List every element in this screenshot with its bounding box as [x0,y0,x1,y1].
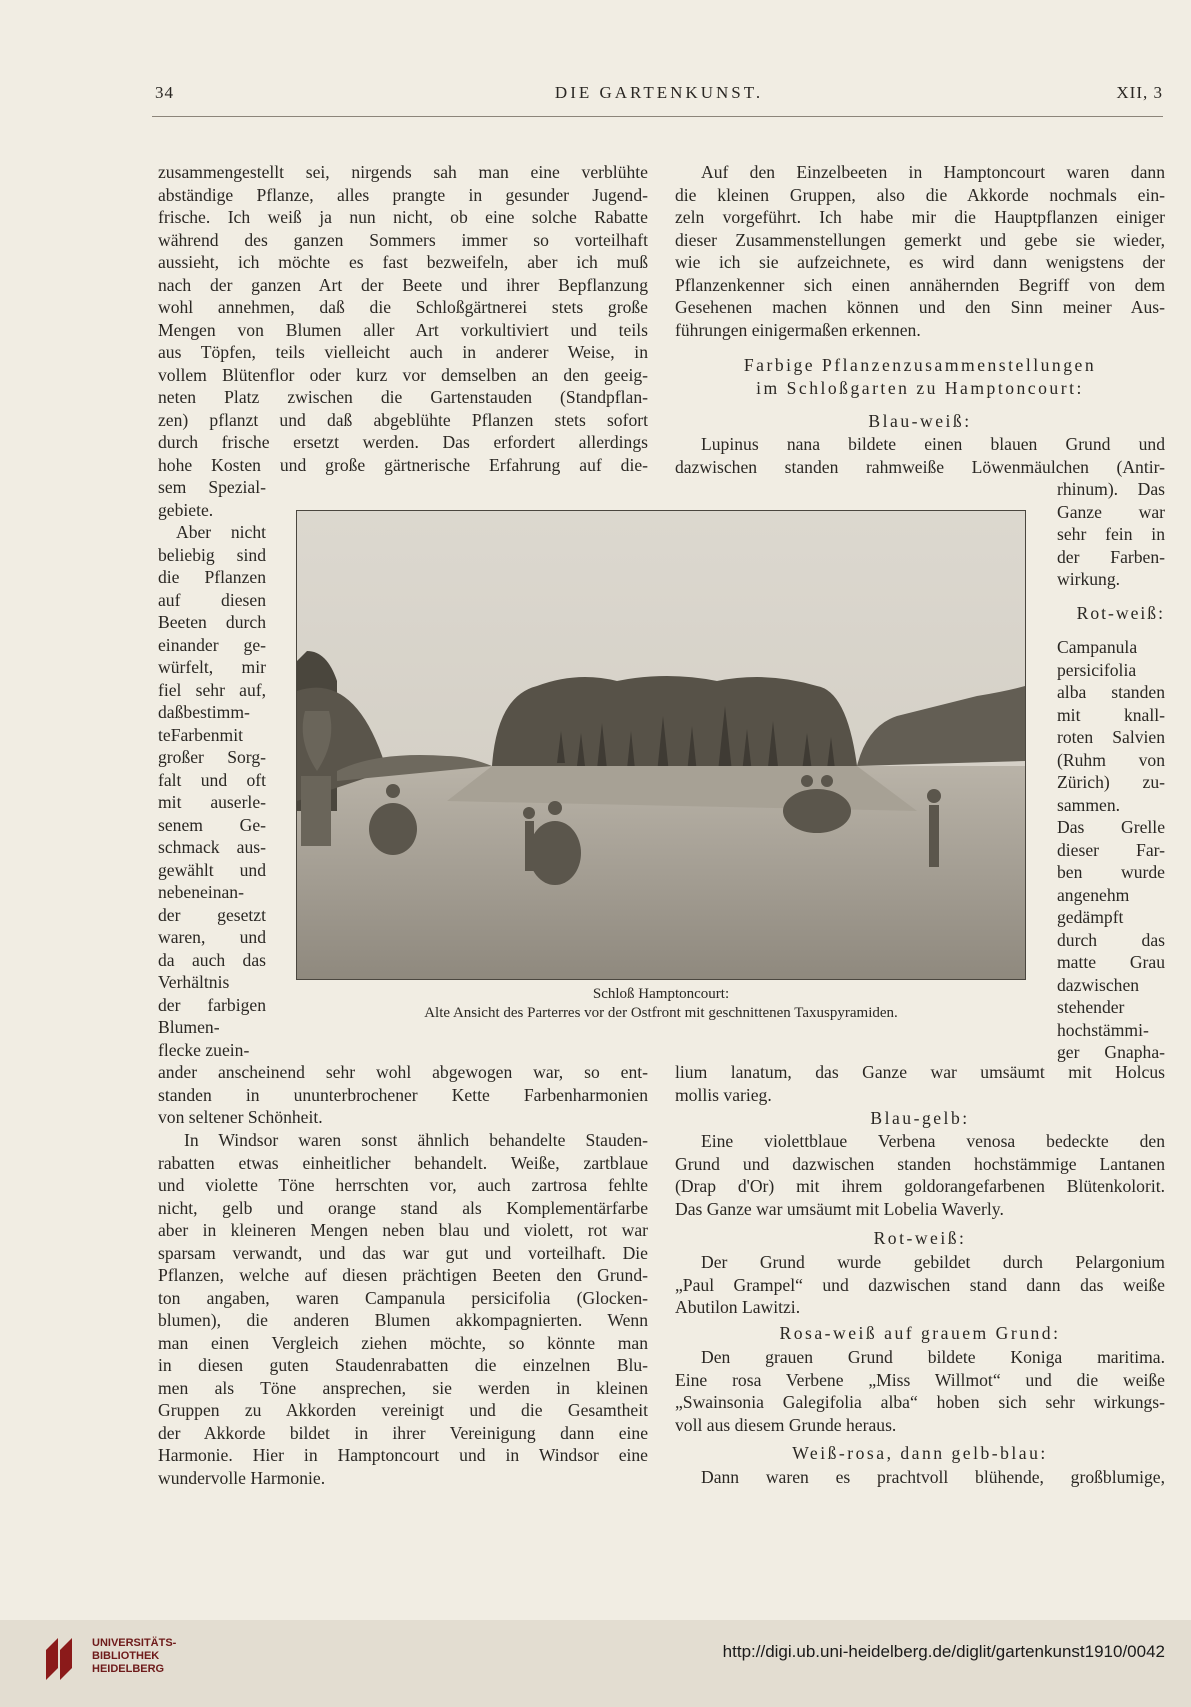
text-line: wundervolle Harmonie. [158,1467,326,1488]
digitization-footer [0,1620,1191,1707]
text-line: großer Sorg- [158,747,266,767]
text-line: dieser Zusammenstellungen gemerkt und gebe sie wieder, [675,229,1165,250]
text-line: teFarbenmit [158,724,244,745]
text-line: durch frische ersetzt werden. Das erfordert allerdings [158,432,648,452]
header-rule [152,116,1163,117]
text-line: nebeneinan- [158,882,244,902]
text-line: der Farben- [1057,546,1165,567]
caption-text: Alte Ansicht des Parterres vor der Ostfront mit geschnittenen Taxuspyramiden. [424,1005,898,1021]
text-line: neten Platz zwischen die Gartenstauden (Standpflan- [158,387,648,407]
text-line: alba standen [1057,682,1165,702]
rot-weiss-2-text [675,1251,1165,1319]
text-line: Harmonie. Hier in Hamptoncourt und in Windsor eine [158,1445,648,1465]
text-line: wie ich sie aufzeichnete, es wird dann wenigstens der [675,252,1165,272]
text-line: flecke zuein- [158,1039,250,1060]
rosa-weiss-text [675,1346,1165,1436]
heading-line-1: Farbige Pflanzenzusammenstellungen [743,355,1097,375]
subheading-rot-weiss-2: Rot-weiß: [873,1228,967,1248]
text-line: angenehm [1057,884,1130,905]
blau-weiss-narrow [1057,478,1165,591]
text-line: der Akkorde bildet in ihrer Vereinigung dann eine [158,1422,648,1443]
text-line: wirkung. [1057,569,1121,589]
text-line: schmack aus- [158,837,266,857]
text-line: zen) pflanzt und daß abgeblühte Pflanzen stets sofort [158,409,648,430]
text-line: in diesen guten Staudenrabatten die einzelnen Blu- [158,1355,648,1375]
text-line: Auf den Einzelbeeten in Hamptoncourt waren dann [701,162,1165,182]
text-line: Gesehenen machen können und den Sinn meiner Aus- [675,297,1165,317]
blau-weiss-text [675,433,1165,478]
text-line: blumen), die anderen Blumen akkompagnierten. Wenn [158,1310,648,1330]
text-line: sammen. [1057,794,1121,815]
text-line: zusammengestellt sei, nirgends sah man eine verblühte [158,162,648,182]
text-line: nach der ganzen Art der Beete und ihrer Bepflanzung [158,274,648,295]
text-line: auf diesen [158,589,266,610]
section-heading [675,354,1165,399]
text-line: die Pflanzen [158,567,266,587]
text-line: voll aus diesem Grunde heraus. [675,1414,897,1435]
text-line: ander anscheinend sehr wohl abgewogen war, so ent- [158,1062,648,1082]
text-line: Gruppen zu Akkorden vereinigt und die Gesamtheit [158,1400,648,1420]
text-line: stehender [1057,997,1125,1017]
figure-caption [296,985,1026,1023]
text-line: Pflanzenkenner sich einen annähernden Begriff von dem [675,274,1165,295]
rot-weiss-narrow [1057,636,1165,1064]
text-line: „Paul Grampel“ und dazwischen stand dann das weiße [675,1274,1165,1295]
text-line: gedämpft [1057,907,1124,927]
left-column-paragraph-windsor [158,1129,648,1489]
text-line: ger Gnapha- [1057,1042,1165,1062]
text-line: wohl annehmen, daß die Schloßgärtnerei stets große [158,297,648,317]
source-url-link[interactable]: http://digi.ub.uni-heidelberg.de/diglit/gartenkunst1910/0042 [722,1642,1165,1661]
text-line: hohe Kosten und große gärtnerische Erfahrung auf die- [158,454,648,475]
text-line: Pflanzen, welche auf diesen prächtigen Beeten den Grund- [158,1265,648,1285]
text-line: Grund und dazwischen standen hochstämmige Lantanen [675,1153,1165,1174]
text-line: In Windsor waren sonst ähnlich behandelte Stauden- [184,1130,648,1150]
text-line: roten Salvien [1057,727,1165,747]
text-line: und violette Töne herrschten vor, auch zartrosa fehlte [158,1175,648,1195]
text-line: aber in kleineren Mengen neben blau und violett, rot war [158,1220,648,1240]
text-line: Das Ganze war umsäumt mit Lobelia Waverly. [675,1198,1004,1219]
text-line: die kleinen Gruppen, also die Akkorde nochmals ein- [675,184,1165,205]
text-line: dazwischen [1057,974,1140,995]
text-line: persicifolia [1057,659,1137,680]
text-line: falt und oft [158,769,266,790]
page-number: 34 [155,83,174,102]
text-line: einander ge- [158,634,266,655]
text-line: Verhältnis [158,972,230,992]
library-line-2: BIBLIOTHEK [92,1650,160,1662]
text-line: Abutilon Lawitzi. [675,1297,801,1317]
subheading-blau-gelb: Blau-gelb: [870,1108,970,1128]
text-line: beliebig sind [158,544,266,565]
text-line: sparsam verwandt, und das war gut und vorteilhaft. Die [158,1242,648,1263]
text-line: Dann waren es prachtvoll blühende, großblumige, [701,1467,1165,1487]
library-line-3: HEIDELBERG [92,1663,165,1675]
text-line: sem Spezial- [158,477,266,497]
text-line: „Swainsonia Galegifolia alba“ hoben sich sehr wirkungs- [675,1392,1165,1412]
text-line: sehr fein in [1057,524,1165,544]
text-line: Mengen von Blumen aller Art vorkultiviert und teils [158,319,648,340]
text-line: während des ganzen Sommers immer so vorteilhaft [158,229,648,250]
text-line: waren, und [158,927,266,947]
text-line: Ganze war [1057,501,1165,522]
text-line: ben wurde [1057,862,1165,882]
text-line: mollis varieg. [675,1084,772,1105]
subheading-rosa-weiss: Rosa-weiß auf grauem Grund: [779,1323,1061,1343]
text-line: mit auserle- [158,792,266,812]
text-line: durch das [1057,929,1165,950]
text-line: aus Töpfen, teils vielleicht auch in anderer Weise, in [158,342,648,362]
blau-gelb-text [675,1130,1165,1220]
text-line: führungen einigermaßen erkennen. [675,319,921,340]
text-line: dieser Far- [1057,839,1165,860]
left-column-bottom [158,1061,648,1129]
text-line: hochstämmi- [1057,1019,1149,1040]
text-line: da auch das [158,949,266,970]
text-line: mit knall- [1057,704,1165,725]
caption-title: Schloß Hamptoncourt: [592,986,730,1002]
text-line: dazwischen standen rahmweiße Löwenmäulchen (Antir- [675,456,1165,477]
text-line: Das Grelle [1057,817,1165,837]
library-name [92,1637,176,1676]
text-line: von seltener Schönheit. [158,1107,323,1127]
text-line: Eine violettblaue Verbena venosa bedeckte den [701,1131,1165,1151]
text-line: men als Töne ansprechen, sie werden in kleinen [158,1377,648,1398]
text-line: gebiete. [158,499,214,520]
text-line: Eine rosa Verbene „Miss Willmot“ und die weiße [675,1369,1165,1390]
subheading-weiss-rosa: Weiß-rosa, dann gelb-blau: [792,1443,1048,1463]
journal-title: DIE GARTENKUNST. [554,83,764,102]
text-line: zeln vorgeführt. Ich habe mir die Hauptpflanzen einiger [675,207,1165,227]
text-line: abständige Pflanze, alles prangte in gesunder Jugend- [158,184,648,205]
text-line: Lupinus nana bildete einen blauen Grund und [701,434,1165,454]
text-line: Campanula [1057,637,1138,657]
weiss-rosa-text [675,1466,1165,1489]
left-column-top [158,161,648,476]
text-line: rabatten etwas einheitlicher behandelt. Weiße, zartblaue [158,1152,648,1173]
left-column-narrow [158,476,266,1061]
text-line: gewählt und [158,859,266,880]
text-line: würfelt, mir [158,657,266,677]
text-line: nicht, gelb und orange stand als Komplementärfarbe [158,1197,648,1218]
text-line: Beeten durch [158,612,266,632]
text-line: man einen Vergleich ziehen möchte, so könnte man [158,1332,648,1353]
text-line: daßbestimm- [158,702,250,722]
garden-engraving-illustration [297,511,1025,979]
text-line: Zürich) zu- [1057,772,1165,792]
heading-line-2: im Schloßgarten zu Hamptoncourt: [756,377,1084,398]
text-line: der farbigen [158,994,266,1015]
text-line: frische. Ich weiß ja nun nicht, ob eine solche Rabatte [158,207,648,227]
running-header [155,80,1163,108]
text-line: lium lanatum, das Ganze war umsäumt mit Holcus [675,1062,1165,1082]
text-line: ton angaben, waren Campanula persicifolia (Glocken- [158,1287,648,1308]
right-column-intro [675,161,1165,341]
text-line: vollem Blütenflor oder kurz vor demselben an den geeig- [158,364,648,385]
subheading-rot-weiss: Rot-weiß: [1076,603,1165,623]
text-line: aussieht, ich möchte es fast bezweifeln, aber ich muß [158,252,648,272]
rot-weiss-end [675,1061,1165,1106]
text-line: Den grauen Grund bildete Koniga maritima. [701,1347,1165,1367]
library-logo-icon [36,1634,82,1684]
text-line: der gesetzt [158,904,266,925]
engraving-hampton-court [296,510,1026,980]
text-line: senem Ge- [158,814,266,835]
text-line: matte Grau [1057,952,1165,972]
volume-number: XII, 3 [1116,83,1163,102]
text-line: Blumen- [158,1017,220,1037]
text-line: (Ruhm von [1057,749,1165,770]
text-line: fiel sehr auf, [158,679,266,700]
text-line: (Drap d'Or) mit ihrem goldorangefarbenen Blütenkolorit. [675,1176,1165,1196]
text-line: standen in ununterbrochener Kette Farbenharmonien [158,1084,648,1105]
text-line: Aber nicht [176,522,266,542]
text-line: rhinum). Das [1057,479,1165,499]
library-line-1: UNIVERSITÄTS- [92,1637,177,1649]
text-line: Der Grund wurde gebildet durch Pelargonium [701,1252,1165,1272]
subheading-blau-weiss: Blau-weiß: [868,411,972,431]
